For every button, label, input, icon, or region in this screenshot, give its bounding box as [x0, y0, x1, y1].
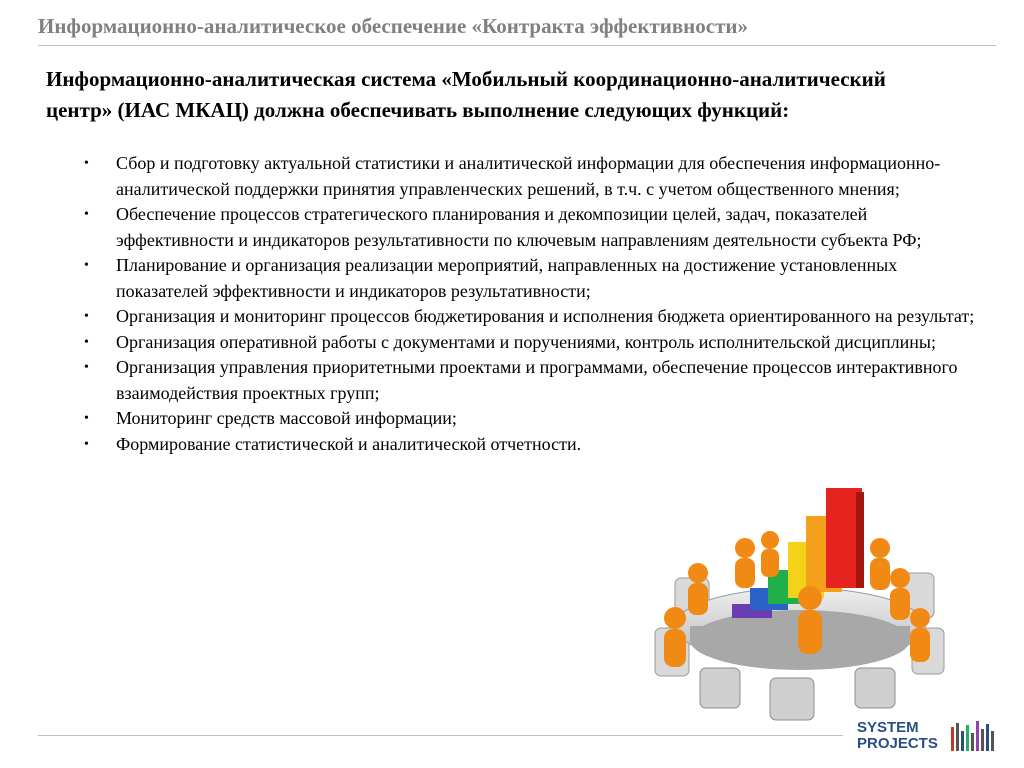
bullet-marker: •	[84, 360, 89, 375]
bullet-marker: •	[84, 156, 89, 171]
bullet-marker: •	[84, 309, 89, 324]
logo-line-2: PROJECTS	[857, 735, 938, 752]
list-item	[81, 432, 986, 458]
system-projects-logo	[855, 717, 1005, 757]
team-meeting-chart-illustration	[650, 478, 950, 730]
footer-divider	[38, 735, 843, 736]
list-item-text: Организация оперативной работы с документами и поручениями, контроль исполнительской дисциплины;	[116, 331, 937, 352]
list-item	[81, 304, 986, 330]
bullet-marker: •	[84, 411, 89, 426]
list-item-text: Организация и мониторинг процессов бюджетирования и исполнения бюджета ориентированного на результат;	[116, 306, 975, 326]
list-item	[81, 151, 986, 202]
list-item-text: Сбор и подготовку актуальной статистики и аналитической информации для обеспечения информационно-аналитической поддержки принятия управленческих решений, в т.ч. с учетом общественного мнения;	[116, 153, 941, 199]
logo-bars-icon	[951, 721, 995, 751]
list-item	[81, 406, 986, 432]
list-item	[81, 253, 986, 304]
list-item	[81, 202, 986, 253]
header-divider	[38, 45, 996, 46]
functions-list	[81, 151, 986, 457]
list-item	[81, 355, 986, 406]
list-item-text: Обеспечение процессов стратегического планирования и декомпозиции целей, задач, показателей эффективности и индикаторов результативности по ключевым направлениям деятельности субъекта РФ;	[116, 204, 922, 250]
chair-front	[700, 668, 740, 708]
logo-line-1: SYSTEM	[857, 719, 919, 736]
list-item	[81, 330, 986, 356]
list-item-text: Организация управления приоритетными проектами и программами, обеспечение процессов интерактивного взаимодействия проектных групп;	[116, 357, 958, 403]
bullet-marker: •	[84, 436, 89, 452]
list-item-text: Формирование статистической и аналитической отчетности.	[116, 433, 582, 454]
bullet-marker: •	[84, 334, 89, 350]
slide-header-title: Информационно-аналитическое обеспечение «Контракта эффективности»	[38, 14, 749, 38]
chair-front	[770, 678, 814, 720]
list-item-text: Планирование и организация реализации мероприятий, направленных на достижение установленных показателей эффективности и индикаторов результативности;	[116, 255, 898, 301]
lead-paragraph: Информационно-аналитическая система «Мобильный координационно-аналитический центр» (ИАС МКАЦ) должна обеспечивать выполнение следующих функций:	[46, 67, 886, 122]
chair-front	[855, 668, 895, 708]
bullet-marker: •	[84, 258, 89, 273]
bullet-marker: •	[84, 207, 89, 222]
list-item-text: Мониторинг средств массовой информации;	[116, 408, 457, 428]
